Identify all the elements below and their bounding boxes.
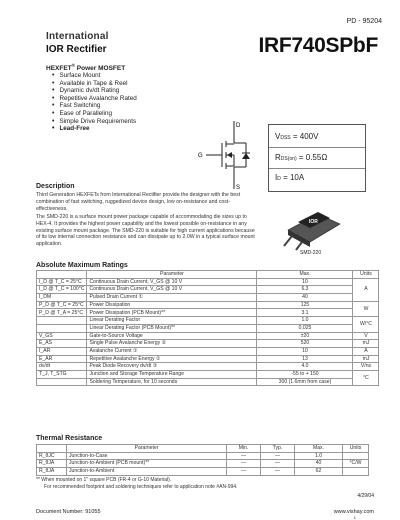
spec-id: ID = 10A [275, 173, 305, 182]
table-row: Soldering Temperature, for 10 seconds 300 (1.6mm from case) [37, 378, 379, 386]
feature-item: • Lead-Free [52, 125, 137, 133]
amr-heading: Absolute Maximum Ratings [36, 262, 128, 269]
footnote-2: For recommended footprint and soldering techniques refer to application note #AN-994. [44, 484, 238, 490]
page-number: 1 [353, 515, 356, 520]
source-label: S [236, 185, 241, 191]
table-row: E_AR Repetitive Avalanche Energy ① 13 mJ [37, 355, 379, 363]
table-header-row: Parameter Max. Units [37, 271, 379, 279]
key-specs-box [268, 124, 366, 192]
description-paragraph-2: The SMD-220 is a surface mount power package capable of accommodating die sizes up to HEX-4. It provides the highest power capability and the lowest possible on-resistance in any existing surface mount package. The SMD-220 is suitable for high current applications because of its low internal connection resistance and can dissipate up to 2.0W in a typical surface mount application. [36, 214, 255, 248]
date-code: 4/29/04 [357, 493, 374, 499]
table-row: P_D @ T_A = 25°C Power Dissipation (PCB Mount)** 3.1 [37, 309, 379, 317]
table-row: Linear Derating Factor (PCB Mount)** 0.025 [37, 324, 379, 332]
feature-item: • Repetitive Avalanche Rated [52, 95, 137, 103]
brand-line-1: International [46, 31, 109, 42]
table-row: T_J, T_STG Junction and Storage Temperature Range -55 to + 150 °C [37, 370, 379, 378]
feature-item: • Fast Switching [52, 102, 137, 110]
package-label: SMD-220 [300, 250, 322, 256]
mosfet-symbol-icon [196, 119, 260, 191]
footnote-1: ** When mounted on 1" square PCB (FR-4 or G-10 Material). [36, 477, 172, 483]
website: www.vishay.com [333, 509, 374, 515]
thermal-heading: Thermal Resistance [36, 435, 103, 442]
gate-label: G [198, 153, 203, 159]
table-row: dv/dt Peak Diode Recovery dv/dt ③ 4.0 V/ns [37, 363, 379, 371]
spec-vdss: VDSS = 400V [275, 132, 319, 141]
table-row: I_D @ T_C = 100°C Continuous Drain Current, V_GS @ 10 V 6.3 [37, 286, 379, 294]
device-subtitle: HEXFET® Power MOSFET [46, 63, 126, 73]
table-row: I_D @ T_C = 25°C Continuous Drain Current, V_GS @ 10 V 10 A [37, 278, 379, 286]
feature-item: • Surface Mount [52, 72, 137, 80]
description-heading: Description [36, 183, 75, 190]
divider [269, 168, 365, 169]
table-row: R_θJA Junction-to-Ambient (PCB mount)** — — 40 °C/W [37, 460, 369, 468]
package-marking: IOR [309, 219, 318, 225]
table-row: I_AR Avalanche Current ① 10 A [37, 347, 379, 355]
pd-number: PD - 95204 [346, 18, 382, 25]
drain-label: D [236, 123, 241, 129]
table-row: V_GS Gate-to-Source Voltage ±20 V [37, 332, 379, 340]
absolute-max-ratings-table [36, 270, 379, 386]
table-row: I_DM Pulsed Drain Current ① 40 [37, 294, 379, 302]
table-row: R_θJC Junction-to-Case — — 1.0 [37, 452, 369, 460]
feature-item: • Ease of Paralleling [52, 110, 137, 118]
part-number: IRF740SPbF [258, 34, 378, 57]
feature-list [52, 72, 137, 133]
table-row: Linear Derating Factor 1.0 W/°C [37, 317, 379, 325]
feature-item: • Simple Drive Requirements [52, 118, 137, 126]
spec-rdson: RDS(on) = 0.55Ω [275, 153, 328, 162]
table-row: P_D @ T_C = 25°C Power Dissipation 125 W [37, 301, 379, 309]
table-row: R_θJA Junction-to-Ambient — — 62 [37, 468, 369, 476]
thermal-resistance-table [36, 444, 369, 476]
document-number: Document Number: 91055 [36, 509, 101, 515]
package-image [278, 200, 348, 252]
divider [269, 147, 365, 148]
brand-logo: IOR Rectifier [46, 44, 107, 55]
feature-item: • Dynamic dv/dt Rating [52, 87, 137, 95]
description-paragraph-1: Third Generation HEXFETs from International Rectifier provide the designer with the best combination of fast switching, ruggedized device design, low on-resistance and cost-effectiveness. [36, 192, 241, 212]
table-row: E_AS Single Pulse Avalanche Energy ② 520 mJ [37, 340, 379, 348]
feature-item: • Available in Tape & Reel [52, 80, 137, 88]
table-header-row: Parameter Min. Typ. Max. Units [37, 445, 369, 453]
